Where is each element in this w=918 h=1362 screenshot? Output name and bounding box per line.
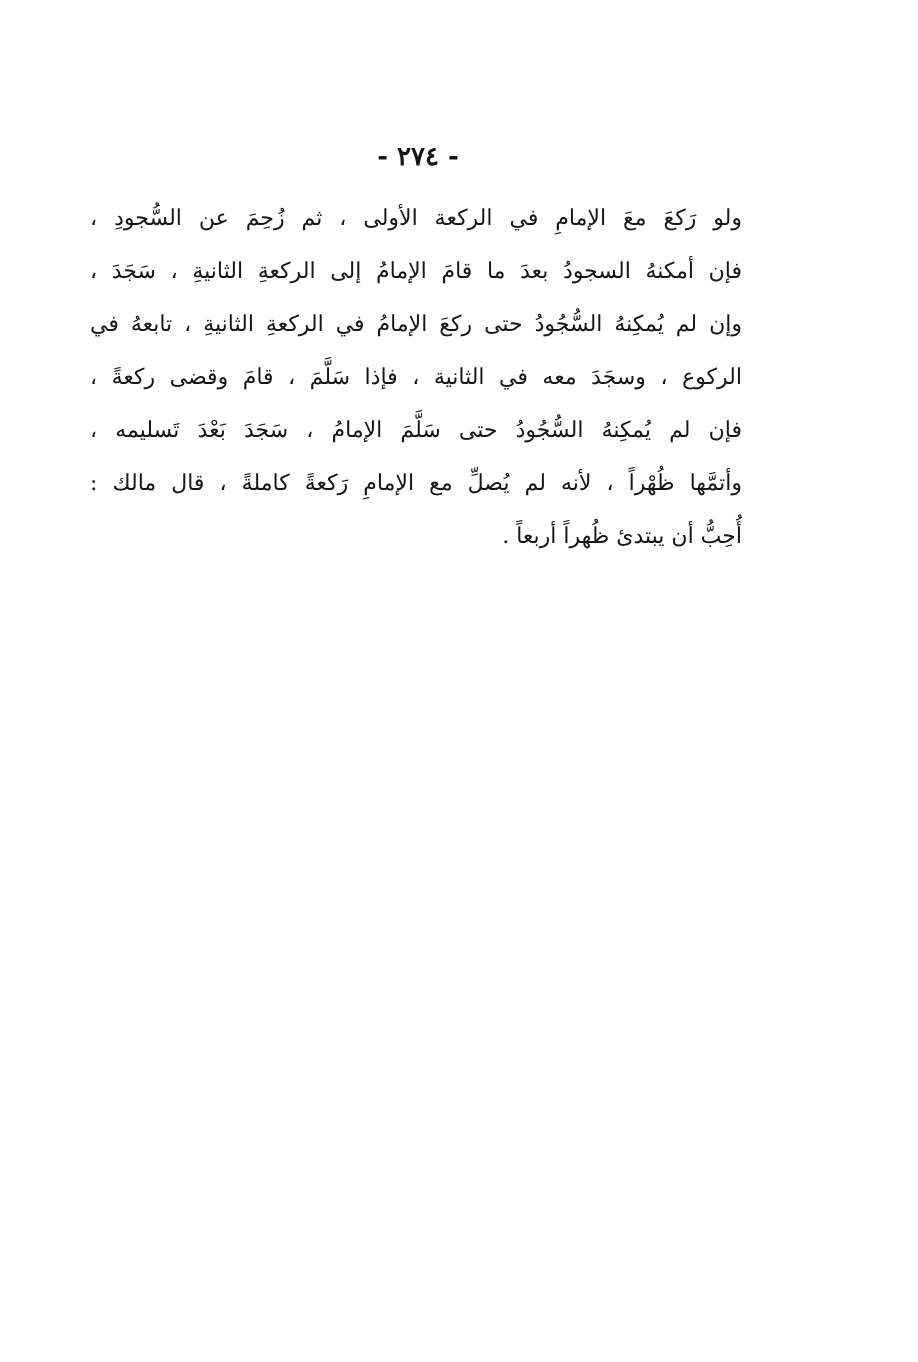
text-line: فإن لم يُمكِنهُ السُّجُودُ حتى سَلَّمَ الإمامُ ، سَجَدَ بَعْدَ تَسليمه ، [90,418,742,443]
text-line: فإن أمكنهُ السجودُ بعدَ ما قامَ الإمامُ إلى الركعةِ الثانيةِ ، سَجَدَ ، [90,259,742,284]
text-line: الركوع ، وسجَدَ معه في الثانية ، فإذا سَلَّمَ ، قامَ وقضى ركعةً ، [90,365,742,390]
body-text [90,192,742,563]
text-line: ولو رَكعَ معَ الإمامِ في الركعة الأولى ، ثم زُحِمَ عن السُّجودِ ، [90,206,742,231]
text-line: وأتمَّها ظُهْراً ، لأنه لم يُصلِّ مع الإمامِ رَكعةً كاملةً ، قال مالك : [90,471,742,496]
text-line: وإن لم يُمكِنهُ السُّجُودُ حتى ركعَ الإمامُ في الركعةِ الثانيةِ ، تابعهُ في [90,312,742,337]
text-line: أُحِبُّ أن يبتدئ ظُهراً أربعاً . [502,524,742,549]
page-number: - ٢٧٤ - [377,142,459,172]
